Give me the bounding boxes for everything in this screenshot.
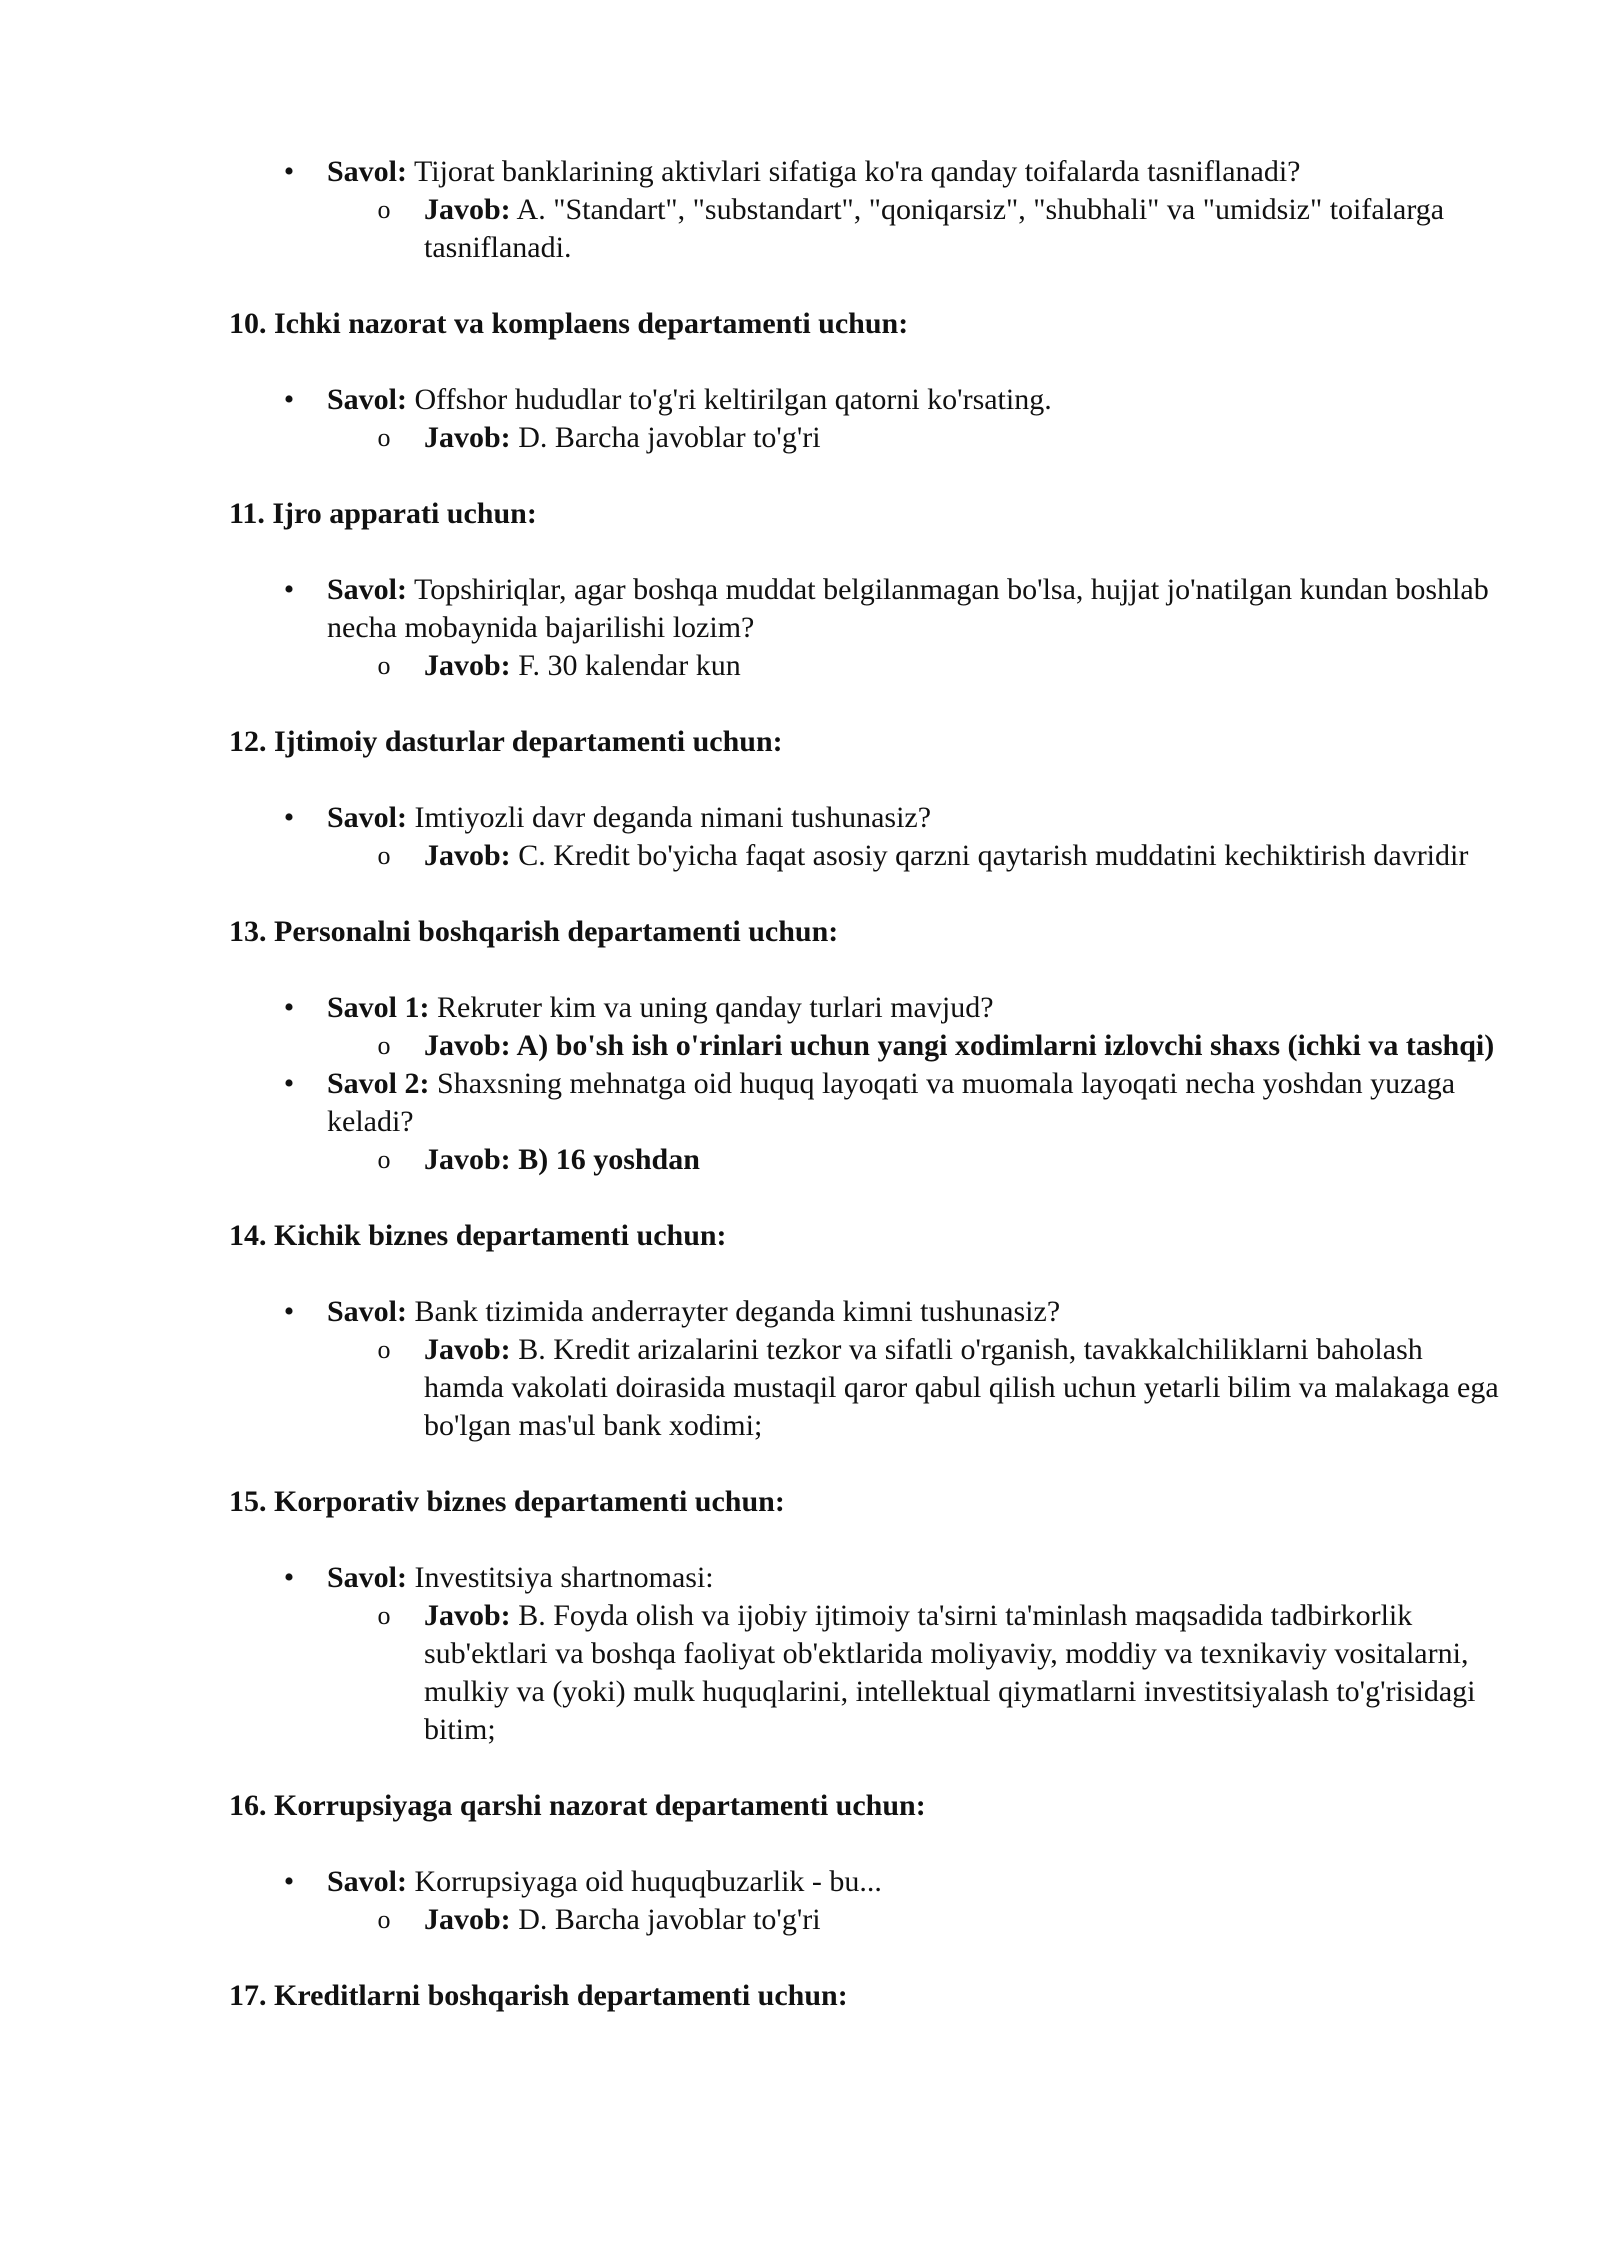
question-item bbox=[229, 1863, 1509, 1901]
answer-text: B. Foyda olish va ijobiy ijtimoiy ta'sirni ta'minlash maqsadida tadbirkorlik sub'ektlari va boshqa faoliyat ob'ektlarida moliyaviy, moddiy va texnikaviy vositalarni, mulkiy va (yoki) mulk huquqlarini, intellektual qiymatlarni investitsiyalash to'g'risidagi bitim; bbox=[424, 1599, 1476, 1746]
question-item bbox=[229, 989, 1509, 1027]
answer-label: Javob: bbox=[424, 1029, 511, 1062]
question-text: Shaxsning mehnatga oid huquq layoqati va muomala layoqati necha yoshdan yuzaga keladi? bbox=[327, 1067, 1456, 1138]
answer-label: Javob: bbox=[424, 421, 511, 454]
sub-bullet-marker: o bbox=[377, 1145, 391, 1174]
answer-label: Javob: bbox=[424, 839, 511, 872]
question-label: Savol: bbox=[327, 155, 408, 188]
question-item bbox=[229, 799, 1509, 837]
section-heading: 13. Personalni boshqarish departamenti uchun: bbox=[229, 915, 839, 948]
answer-label: Javob: bbox=[424, 1143, 511, 1176]
bullet-marker: • bbox=[283, 991, 295, 1024]
answer-label: Javob: bbox=[424, 193, 511, 226]
answer-text: A) bo'sh ish o'rinlari uchun yangi xodimlarni izlovchi shaxs (ichki va tashqi) bbox=[510, 1029, 1495, 1062]
question-label: Savol: bbox=[327, 383, 408, 416]
bullet-marker: • bbox=[283, 1561, 295, 1594]
answer-text: D. Barcha javoblar to'g'ri bbox=[510, 421, 821, 454]
answer-item bbox=[229, 1597, 1509, 1749]
question-item bbox=[229, 153, 1509, 191]
sub-bullet-marker: o bbox=[377, 1905, 391, 1934]
question-label: Savol 1: bbox=[327, 991, 430, 1024]
question-label: Savol: bbox=[327, 801, 408, 834]
question-item bbox=[229, 1065, 1509, 1141]
answer-item bbox=[229, 837, 1509, 875]
bullet-marker: • bbox=[283, 1295, 295, 1328]
bullet-marker: • bbox=[283, 1067, 295, 1100]
sub-bullet-marker: o bbox=[377, 651, 391, 680]
question-text: Topshiriqlar, agar boshqa muddat belgilanmagan bo'lsa, hujjat jo'natilgan kundan boshlab necha mobaynida bajarilishi lozim? bbox=[327, 573, 1489, 644]
bullet-marker: • bbox=[283, 383, 295, 416]
question-text: Investitsiya shartnomasi: bbox=[407, 1561, 714, 1594]
answer-item bbox=[229, 1027, 1509, 1065]
question-text: Rekruter kim va uning qanday turlari mavjud? bbox=[429, 991, 994, 1024]
answer-label: Javob: bbox=[424, 1333, 511, 1366]
question-text: Offshor hududlar to'g'ri keltirilgan qatorni ko'rsating. bbox=[407, 383, 1052, 416]
question-text: Bank tizimida anderrayter deganda kimni tushunasiz? bbox=[407, 1295, 1061, 1328]
answer-item bbox=[229, 1331, 1509, 1445]
sub-bullet-marker: o bbox=[377, 195, 391, 224]
question-text: Tijorat banklarining aktivlari sifatiga ko'ra qanday toifalarda tasniflanadi? bbox=[407, 155, 1301, 188]
answer-item bbox=[229, 1141, 1509, 1179]
answer-text: B) 16 yoshdan bbox=[510, 1143, 700, 1176]
answer-text: F. 30 kalendar kun bbox=[510, 649, 741, 682]
bullet-marker: • bbox=[283, 573, 295, 606]
question-label: Savol: bbox=[327, 573, 408, 606]
section-heading: 14. Kichik biznes departamenti uchun: bbox=[229, 1219, 727, 1252]
bullet-marker: • bbox=[283, 801, 295, 834]
bullet-marker: • bbox=[283, 155, 295, 188]
answer-item bbox=[229, 647, 1509, 685]
answer-text: C. Kredit bo'yicha faqat asosiy qarzni qaytarish muddatini kechiktirish davridir bbox=[510, 839, 1469, 872]
sub-bullet-marker: o bbox=[377, 1031, 391, 1060]
question-item bbox=[229, 1293, 1509, 1331]
answer-text: B. Kredit arizalarini tezkor va sifatli o'rganish, tavakkalchiliklarni baholash hamda vakolati doirasida mustaqil qaror qabul qilish uchun yetarli bilim va malakaga ega bo'lgan mas'ul bank xodimi; bbox=[424, 1333, 1499, 1442]
sub-bullet-marker: o bbox=[377, 423, 391, 452]
bullet-marker: • bbox=[283, 1865, 295, 1898]
sub-bullet-marker: o bbox=[377, 1601, 391, 1630]
question-label: Savol: bbox=[327, 1865, 408, 1898]
answer-item bbox=[229, 191, 1509, 267]
question-label: Savol: bbox=[327, 1295, 408, 1328]
question-text: Korrupsiyaga oid huquqbuzarlik - bu... bbox=[407, 1865, 882, 1898]
section-heading: 12. Ijtimoiy dasturlar departamenti uchun: bbox=[229, 725, 783, 758]
section-heading: 11. Ijro apparati uchun: bbox=[229, 497, 537, 530]
question-item bbox=[229, 571, 1509, 647]
sub-bullet-marker: o bbox=[377, 1335, 391, 1364]
question-label: Savol: bbox=[327, 1561, 408, 1594]
sub-bullet-marker: o bbox=[377, 841, 391, 870]
answer-item bbox=[229, 1901, 1509, 1939]
section-heading: 15. Korporativ biznes departamenti uchun: bbox=[229, 1485, 785, 1518]
section-heading: 16. Korrupsiyaga qarshi nazorat departamenti uchun: bbox=[229, 1789, 926, 1822]
question-label: Savol 2: bbox=[327, 1067, 430, 1100]
section-heading: 17. Kreditlarni boshqarish departamenti uchun: bbox=[229, 1979, 848, 2012]
question-item bbox=[229, 381, 1509, 419]
section-heading: 10. Ichki nazorat va komplaens departamenti uchun: bbox=[229, 307, 909, 340]
answer-text: A. "Standart", "substandart", "qoniqarsiz", "shubhali" va "umidsiz" toifalarga tasniflanadi. bbox=[424, 193, 1445, 264]
answer-label: Javob: bbox=[424, 649, 511, 682]
answer-label: Javob: bbox=[424, 1599, 511, 1632]
question-text: Imtiyozli davr deganda nimani tushunasiz? bbox=[407, 801, 932, 834]
answer-label: Javob: bbox=[424, 1903, 511, 1936]
answer-text: D. Barcha javoblar to'g'ri bbox=[510, 1903, 821, 1936]
answer-item bbox=[229, 419, 1509, 457]
question-item bbox=[229, 1559, 1509, 1597]
document-content bbox=[229, 153, 1509, 2053]
